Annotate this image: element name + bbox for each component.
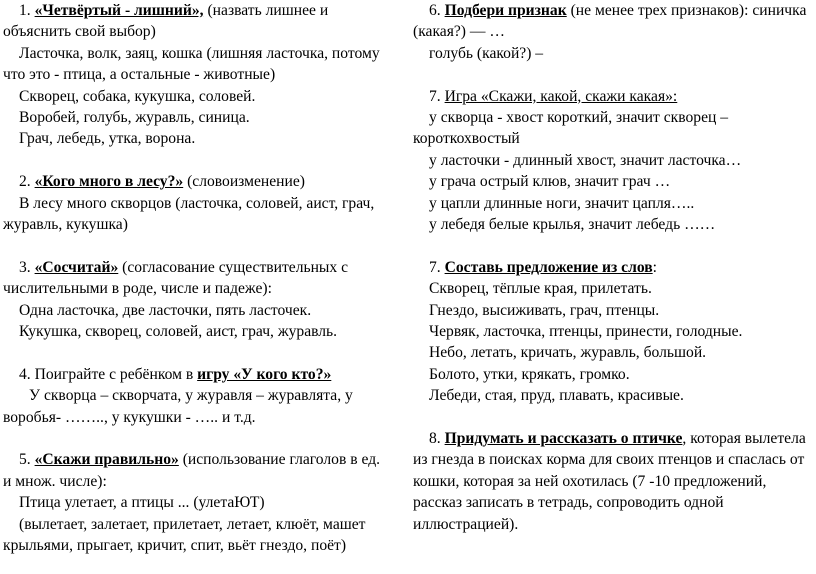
task-1-line-4: Грач, лебедь, утка, ворона. bbox=[19, 130, 196, 148]
task-6-line-1: голубь (какой?) – bbox=[429, 44, 544, 62]
task-1-line-1: Ласточка, волк, заяц, кошка (лишняя ласточка, потому что это - птица, а остальные - животные) bbox=[3, 44, 380, 84]
task-8-number: 7. bbox=[429, 258, 445, 276]
task-7-number: 7. bbox=[429, 87, 445, 105]
task-3-heading bbox=[3, 257, 387, 300]
task-2-title: «Кого много в лесу?» bbox=[34, 173, 184, 191]
task-8-line-2: Гнездо, высиживать, грач, птенцы. bbox=[429, 301, 660, 319]
task-6-number: 6. bbox=[429, 2, 445, 19]
task-7-heading bbox=[413, 86, 813, 107]
task-1-line-2: Скворец, собака, кукушка, соловей. bbox=[19, 87, 256, 105]
task-2-number: 2. bbox=[19, 173, 35, 191]
task-4-title: игру «У кого кто?» bbox=[197, 365, 332, 383]
task-8-line-5: Болото, утки, крякать, громко. bbox=[429, 365, 630, 383]
task-5-description: (использование глаголов в ед. и множ. числе): bbox=[3, 451, 381, 490]
task-6-heading bbox=[413, 0, 813, 43]
task-6-description: (не менее трех признаков): синичка (какая?) — … bbox=[413, 2, 807, 41]
task-9-heading bbox=[413, 428, 813, 535]
task-7-line-4: у цапли длинные ноги, значит цапля….. bbox=[429, 194, 695, 212]
task-3-line-2: Кукушка, скворец, соловей, аист, грач, журавль. bbox=[19, 323, 338, 341]
spacer bbox=[413, 235, 813, 256]
task-2-line-1: В лесу много скворцов (ласточка, соловей, аист, грач, журавль, кукушка) bbox=[3, 194, 375, 234]
task-2-heading bbox=[3, 171, 387, 192]
task-8-heading bbox=[413, 257, 813, 278]
task-8-line-6: Лебеди, стая, пруд, плавать, красивые. bbox=[429, 387, 684, 405]
task-4-heading bbox=[3, 364, 387, 385]
task-7-line-3: у грача острый клюв, значит грач … bbox=[429, 173, 671, 191]
task-8-colon: : bbox=[652, 258, 658, 276]
task-1-title: «Четвёртый - лишний», bbox=[34, 2, 204, 19]
task-6-title: Подбери признак bbox=[444, 2, 567, 19]
task-5-title: «Скажи правильно» bbox=[34, 451, 179, 469]
task-7-title: Игра «Скажи, какой, скажи какая»: bbox=[444, 87, 678, 105]
task-9-title: Придумать и рассказать о птичке bbox=[444, 430, 683, 448]
task-3-line-1: Одна ласточка, две ласточки, пять ласточек. bbox=[19, 301, 312, 319]
task-9-description: , которая вылетела из гнезда в поисках корма для своих птенцов и спаслась от кошки, которая за ней охотилась (7 -10 предложений, рассказ записать в тетрадь, сопроводить одной иллюстрацией). bbox=[413, 430, 806, 533]
task-7-line-5: у лебедя белые крылья, значит лебедь …… bbox=[429, 216, 716, 234]
spacer bbox=[413, 64, 813, 85]
task-1-line-3: Воробей, голубь, журавль, синица. bbox=[19, 109, 250, 127]
spacer bbox=[3, 342, 387, 363]
task-3-title: «Сосчитай» bbox=[34, 258, 119, 276]
spacer bbox=[3, 235, 387, 256]
task-1-heading bbox=[3, 0, 387, 43]
right-column bbox=[413, 0, 813, 535]
task-2-description: (словоизменение) bbox=[183, 173, 305, 191]
spacer bbox=[3, 150, 387, 171]
spacer bbox=[3, 428, 387, 449]
task-5-heading bbox=[3, 449, 387, 492]
task-5-number: 5. bbox=[19, 451, 35, 469]
task-9-number: 8. bbox=[429, 430, 445, 448]
task-1-description: (назвать лишнее и объяснить свой выбор) bbox=[3, 2, 329, 41]
task-1-number: 1. bbox=[19, 2, 35, 19]
task-4-line-1: У скворца – скворчата, у журавля – журавлята, у воробья- …….., у кукушки - ….. и т.д. bbox=[3, 387, 353, 426]
task-5-line-2: (вылетает, залетает, прилетает, летает, клюёт, машет крыльями, прыгает, кричит, спит, вьёт гнездо, поёт) bbox=[3, 515, 366, 555]
task-3-description: (согласование существительных с числительными в роде, числе и падеже): bbox=[3, 258, 349, 298]
spacer bbox=[413, 407, 813, 428]
task-7-line-1: у скворца - хвост короткий, значит скворец – короткохвостый bbox=[413, 109, 729, 148]
task-8-line-4: Небо, летать, кричать, журавль, большой. bbox=[429, 344, 707, 362]
task-8-line-3: Червяк, ласточка, птенцы, принести, голодные. bbox=[429, 323, 743, 341]
task-7-line-2: у ласточки - длинный хвост, значит ласточка… bbox=[429, 151, 742, 169]
task-5-line-1: Птица улетает, а птицы ... (улетаЮТ) bbox=[19, 494, 265, 512]
task-4-number: 4. Поиграйте с ребёнком в bbox=[19, 365, 198, 383]
task-8-line-1: Скворец, тёплые края, прилетать. bbox=[429, 280, 652, 298]
task-8-title: Составь предложение из слов bbox=[444, 258, 653, 276]
task-3-number: 3. bbox=[19, 258, 35, 276]
left-column bbox=[3, 0, 387, 557]
